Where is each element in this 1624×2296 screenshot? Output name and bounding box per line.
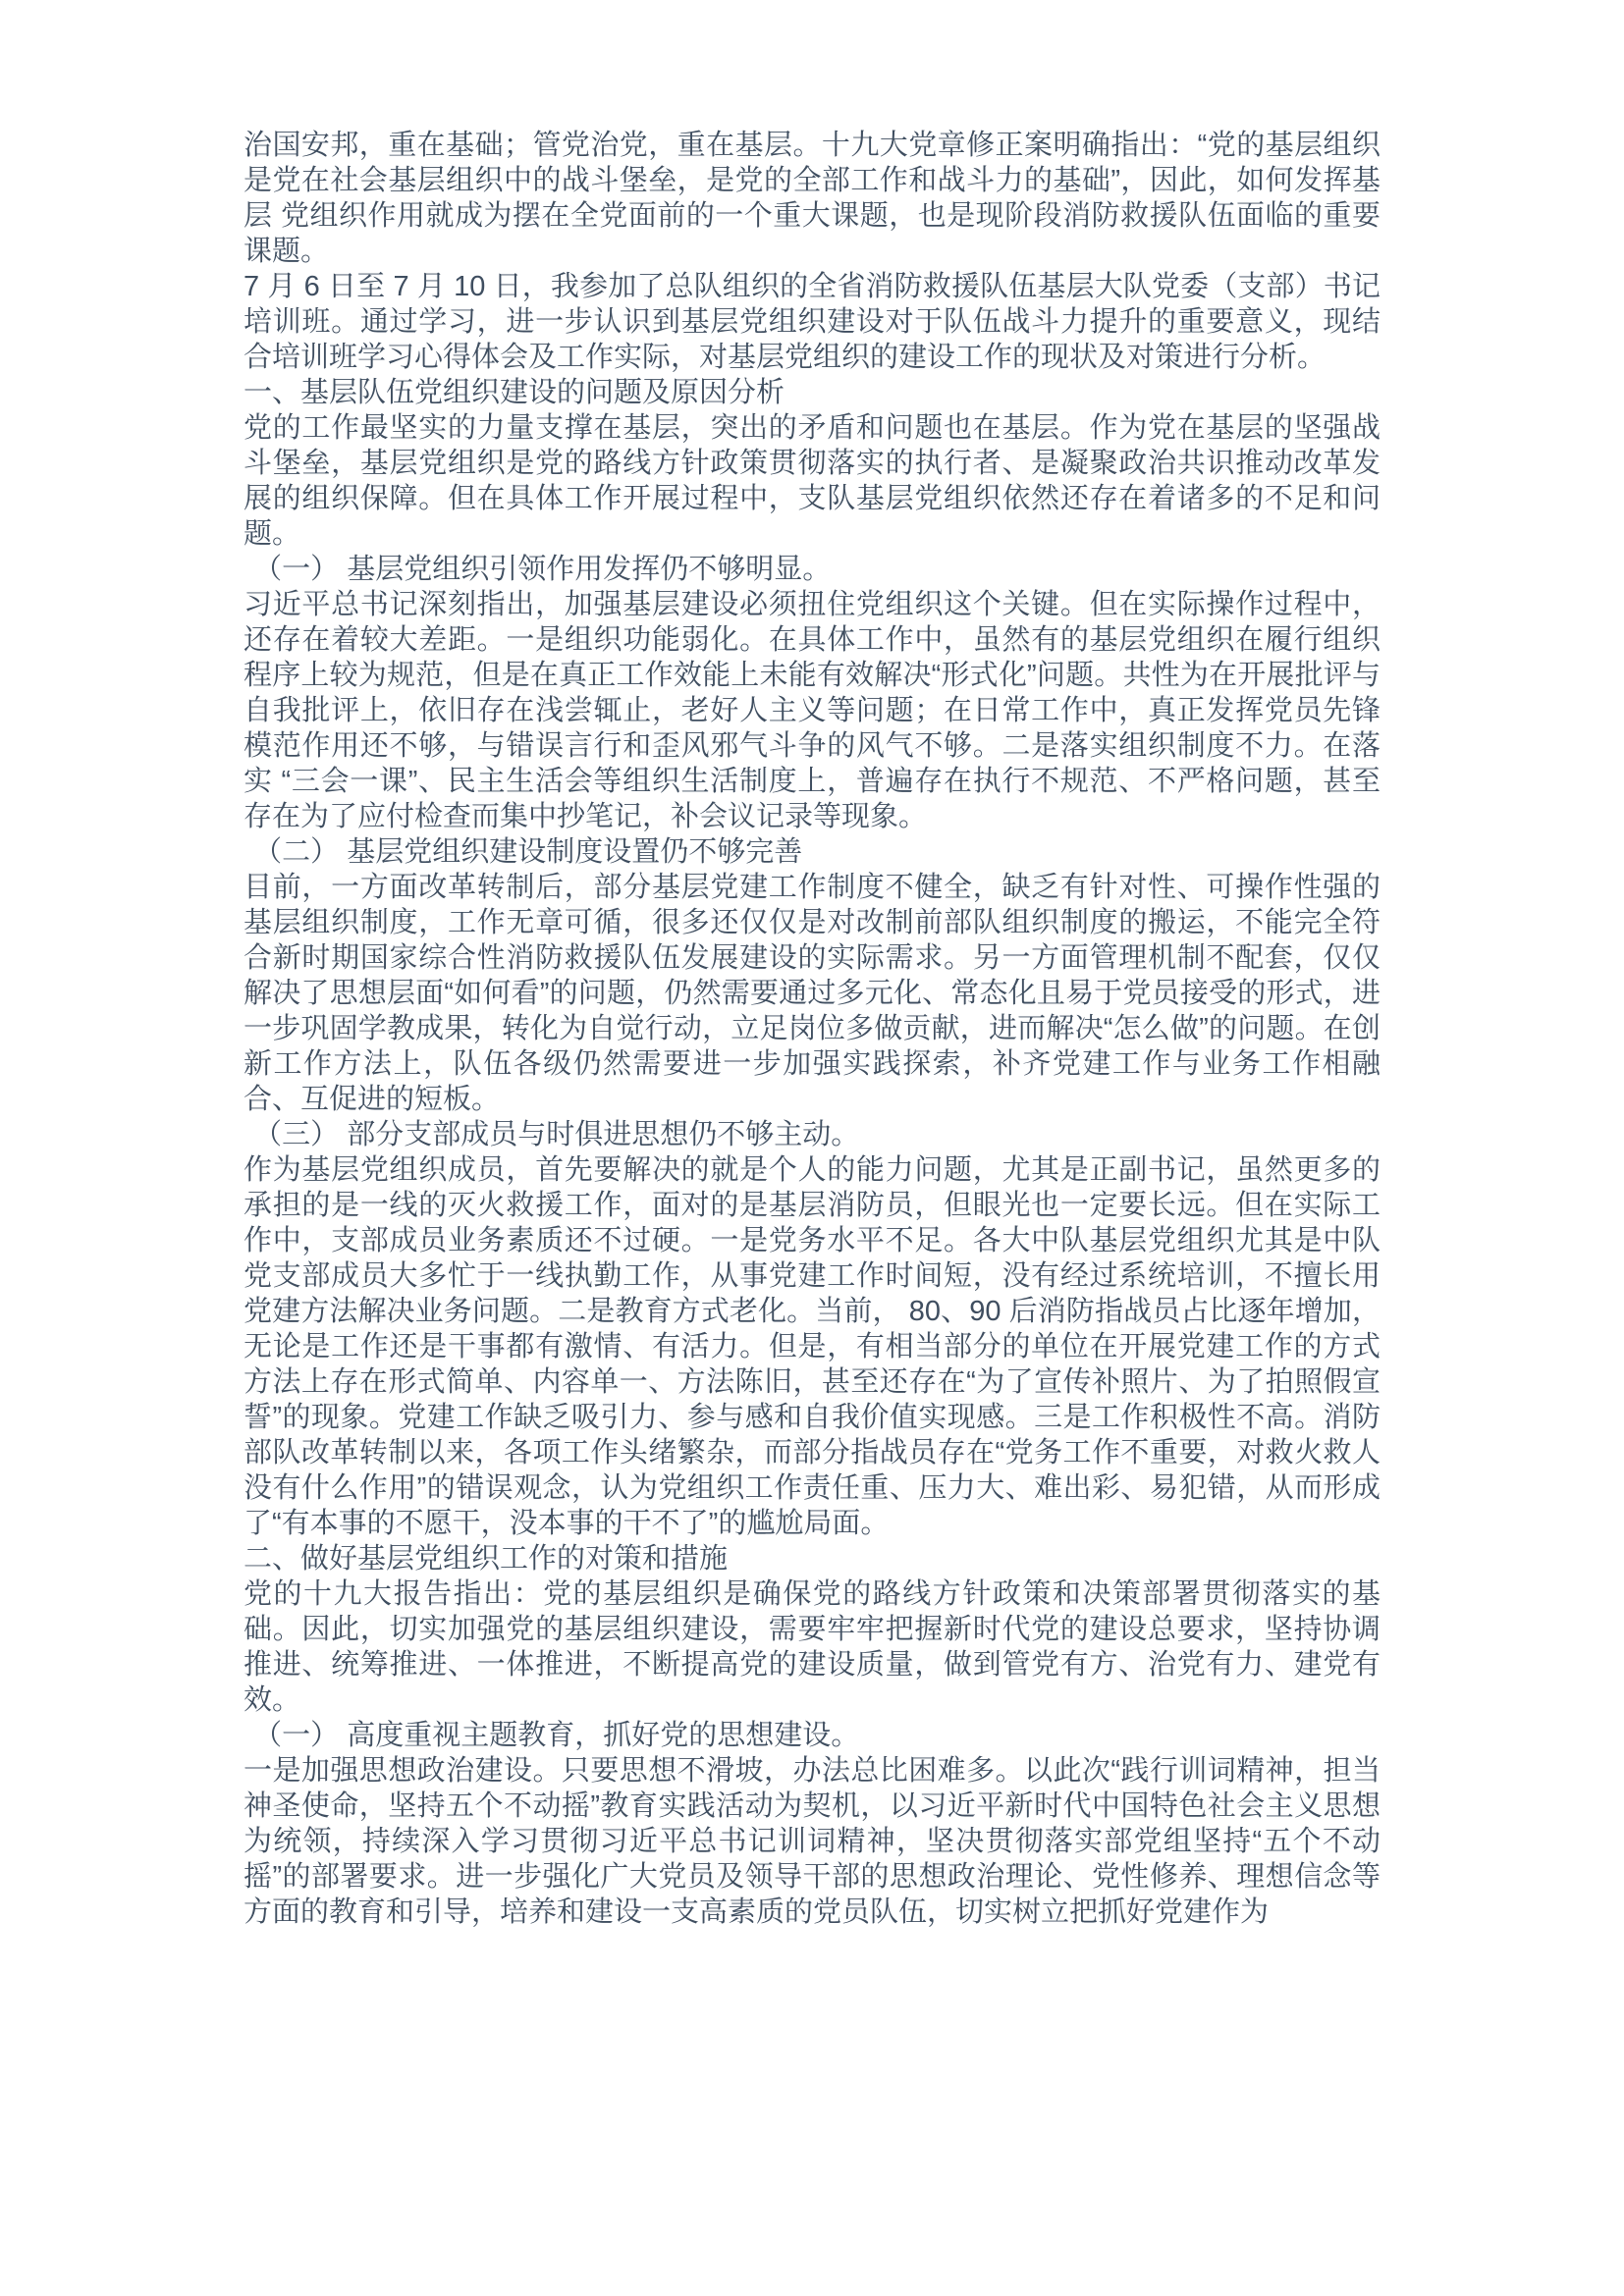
paragraph-training-overview: 7 月 6 日至 7 月 10 日，我参加了总队组织的全省消防救援队伍基层大队党委（支部）书记培训班。通过学习，进一步认识到基层党组织建设对于队伍战斗力提升的重要意义，现结合培训班学习心得体会及工作实际，对基层党组织的建设工作的现状及对策进行分析。 bbox=[244, 271, 1380, 373]
section-heading-1: 一、基层队伍党组织建设的问题及原因分析 bbox=[244, 377, 785, 408]
subheading-1-3: （三） 部分支部成员与时俱进思想仍不够主动。 bbox=[253, 1119, 860, 1150]
subheading-1-2: （二） 基层党组织建设制度设置仍不够完善 bbox=[253, 836, 803, 868]
paragraph-2-1-body: 一是加强思想政治建设。只要思想不滑坡，办法总比困难多。以此次“践行训词精神，担当神圣使命，坚持五个不动摇”教育实践活动为契机，以习近平新时代中国特色社会主义思想为统领，持续深入学习贯彻习近平总书记训词精神，坚决贯彻落实部党组坚持“五个不动摇”的部署要求。进一步强化广大党员及领导干部的思想政治理论、党性修养、理想信念等方面的教育和引导，培养和建设一支高素质的党员队伍，切实树立把抓好党建作为 bbox=[244, 1755, 1380, 1928]
paragraph-1-1-body: 习近平总书记深刻指出，加强基层建设必须扭住党组织这个关键。但在实际操作过程中，还存在着较大差距。一是组织功能弱化。在具体工作中，虽然有的基层党组织在履行组织程序上较为规范，但是在真正工作效能上未能有效解决“形式化”问题。共性为在开展批评与自我批评上，依旧存在浅尝辄止，老好人主义等问题；在日常工作中，真正发挥党员先锋模范作用还不够，与错误言行和歪风邪气斗争的风气不够。二是落实组织制度不力。在落实 “三会一课”、民主生活会等组织生活制度上，普遍存在执行不规范、不严格问题，甚至存在为了应付检查而集中抄笔记，补会议记录等现象。 bbox=[244, 589, 1380, 832]
paragraph-1-2-body: 目前，一方面改革转制后，部分基层党建工作制度不健全，缺乏有针对性、可操作性强的基层组织制度，工作无章可循，很多还仅仅是对改制前部队组织制度的搬运，不能完全符合新时期国家综合性消防救援队伍发展建设的实际需求。另一方面管理机制不配套，仅仅解决了思想层面“如何看”的问题，仍然需要通过多元化、常态化且易于党员接受的形式，进一步巩固学教成果，转化为自觉行动，立足岗位多做贡献，进而解决“怎么做”的问题。在创新工作方法上，队伍各级仍然需要进一步加强实践探索，补齐党建工作与业务工作相融合、互促进的短板。 bbox=[244, 872, 1380, 1115]
subheading-1-1: （一） 基层党组织引领作用发挥仍不够明显。 bbox=[253, 554, 832, 585]
section-heading-2: 二、做好基层党组织工作的对策和措施 bbox=[244, 1543, 729, 1575]
paragraph-section1-intro: 党的工作最坚实的力量支撑在基层，突出的矛盾和问题也在基层。作为党在基层的坚强战斗堡垒，基层党组织是党的路线方针政策贯彻落实的执行者、是凝聚政治共识推动改革发展的组织保障。但在具体工作开展过程中，支队基层党组织依然还存在着诸多的不足和问题。 bbox=[244, 412, 1380, 550]
paragraph-1-3-body: 作为基层党组织成员，首先要解决的就是个人的能力问题，尤其是正副书记，虽然更多的承担的是一线的灭火救援工作，面对的是基层消防员，但眼光也一定要长远。但在实际工作中，支部成员业务素质还不过硬。一是党务水平不足。各大中队基层党组织尤其是中队党支部成员大多忙于一线执勤工作，从事党建工作时间短，没有经过系统培训，不擅长用党建方法解决业务问题。二是教育方式老化。当前， 80、90 后消防指战员占比逐年增加，无论是工作还是干事都有激情、有活力。但是，有相当部分的单位在开展党建工作的方式方法上存在形式简单、内容单一、方法陈旧，甚至还存在“为了宣传补照片、为了拍照假宣誓”的现象。党建工作缺乏吸引力、参与感和自我价值实现感。三是工作积极性不高。消防部队改革转制以来，各项工作头绪繁杂，而部分指战员存在“党务工作不重要，对救火救人没有什么作用”的错误观念，认为党组织工作责任重、压力大、难出彩、易犯错，从而形成了“有本事的不愿干，没本事的干不了”的尴尬局面。 bbox=[244, 1154, 1380, 1539]
subheading-2-1: （一） 高度重视主题教育，抓好党的思想建设。 bbox=[253, 1720, 860, 1751]
paragraph-section2-intro: 党的十九大报告指出：党的基层组织是确保党的路线方针政策和决策部署贯彻落实的基础。因此，切实加强党的基层组织建设，需要牢牢把握新时代党的建设总要求，坚持协调推进、统筹推进、一体推进，不断提高党的建设质量，做到管党有方、治党有力、建党有效。 bbox=[244, 1578, 1380, 1716]
paragraph-intro: 治国安邦，重在基础；管党治党，重在基层。十九大党章修正案明确指出：“党的基层组织是党在社会基层组织中的战斗堡垒，是党的全部工作和战斗力的基础”，因此，如何发挥基层 党组织作用就成为摆在全党面前的一个重大课题，也是现阶段消防救援队伍面临的重要课题。 bbox=[244, 130, 1380, 267]
